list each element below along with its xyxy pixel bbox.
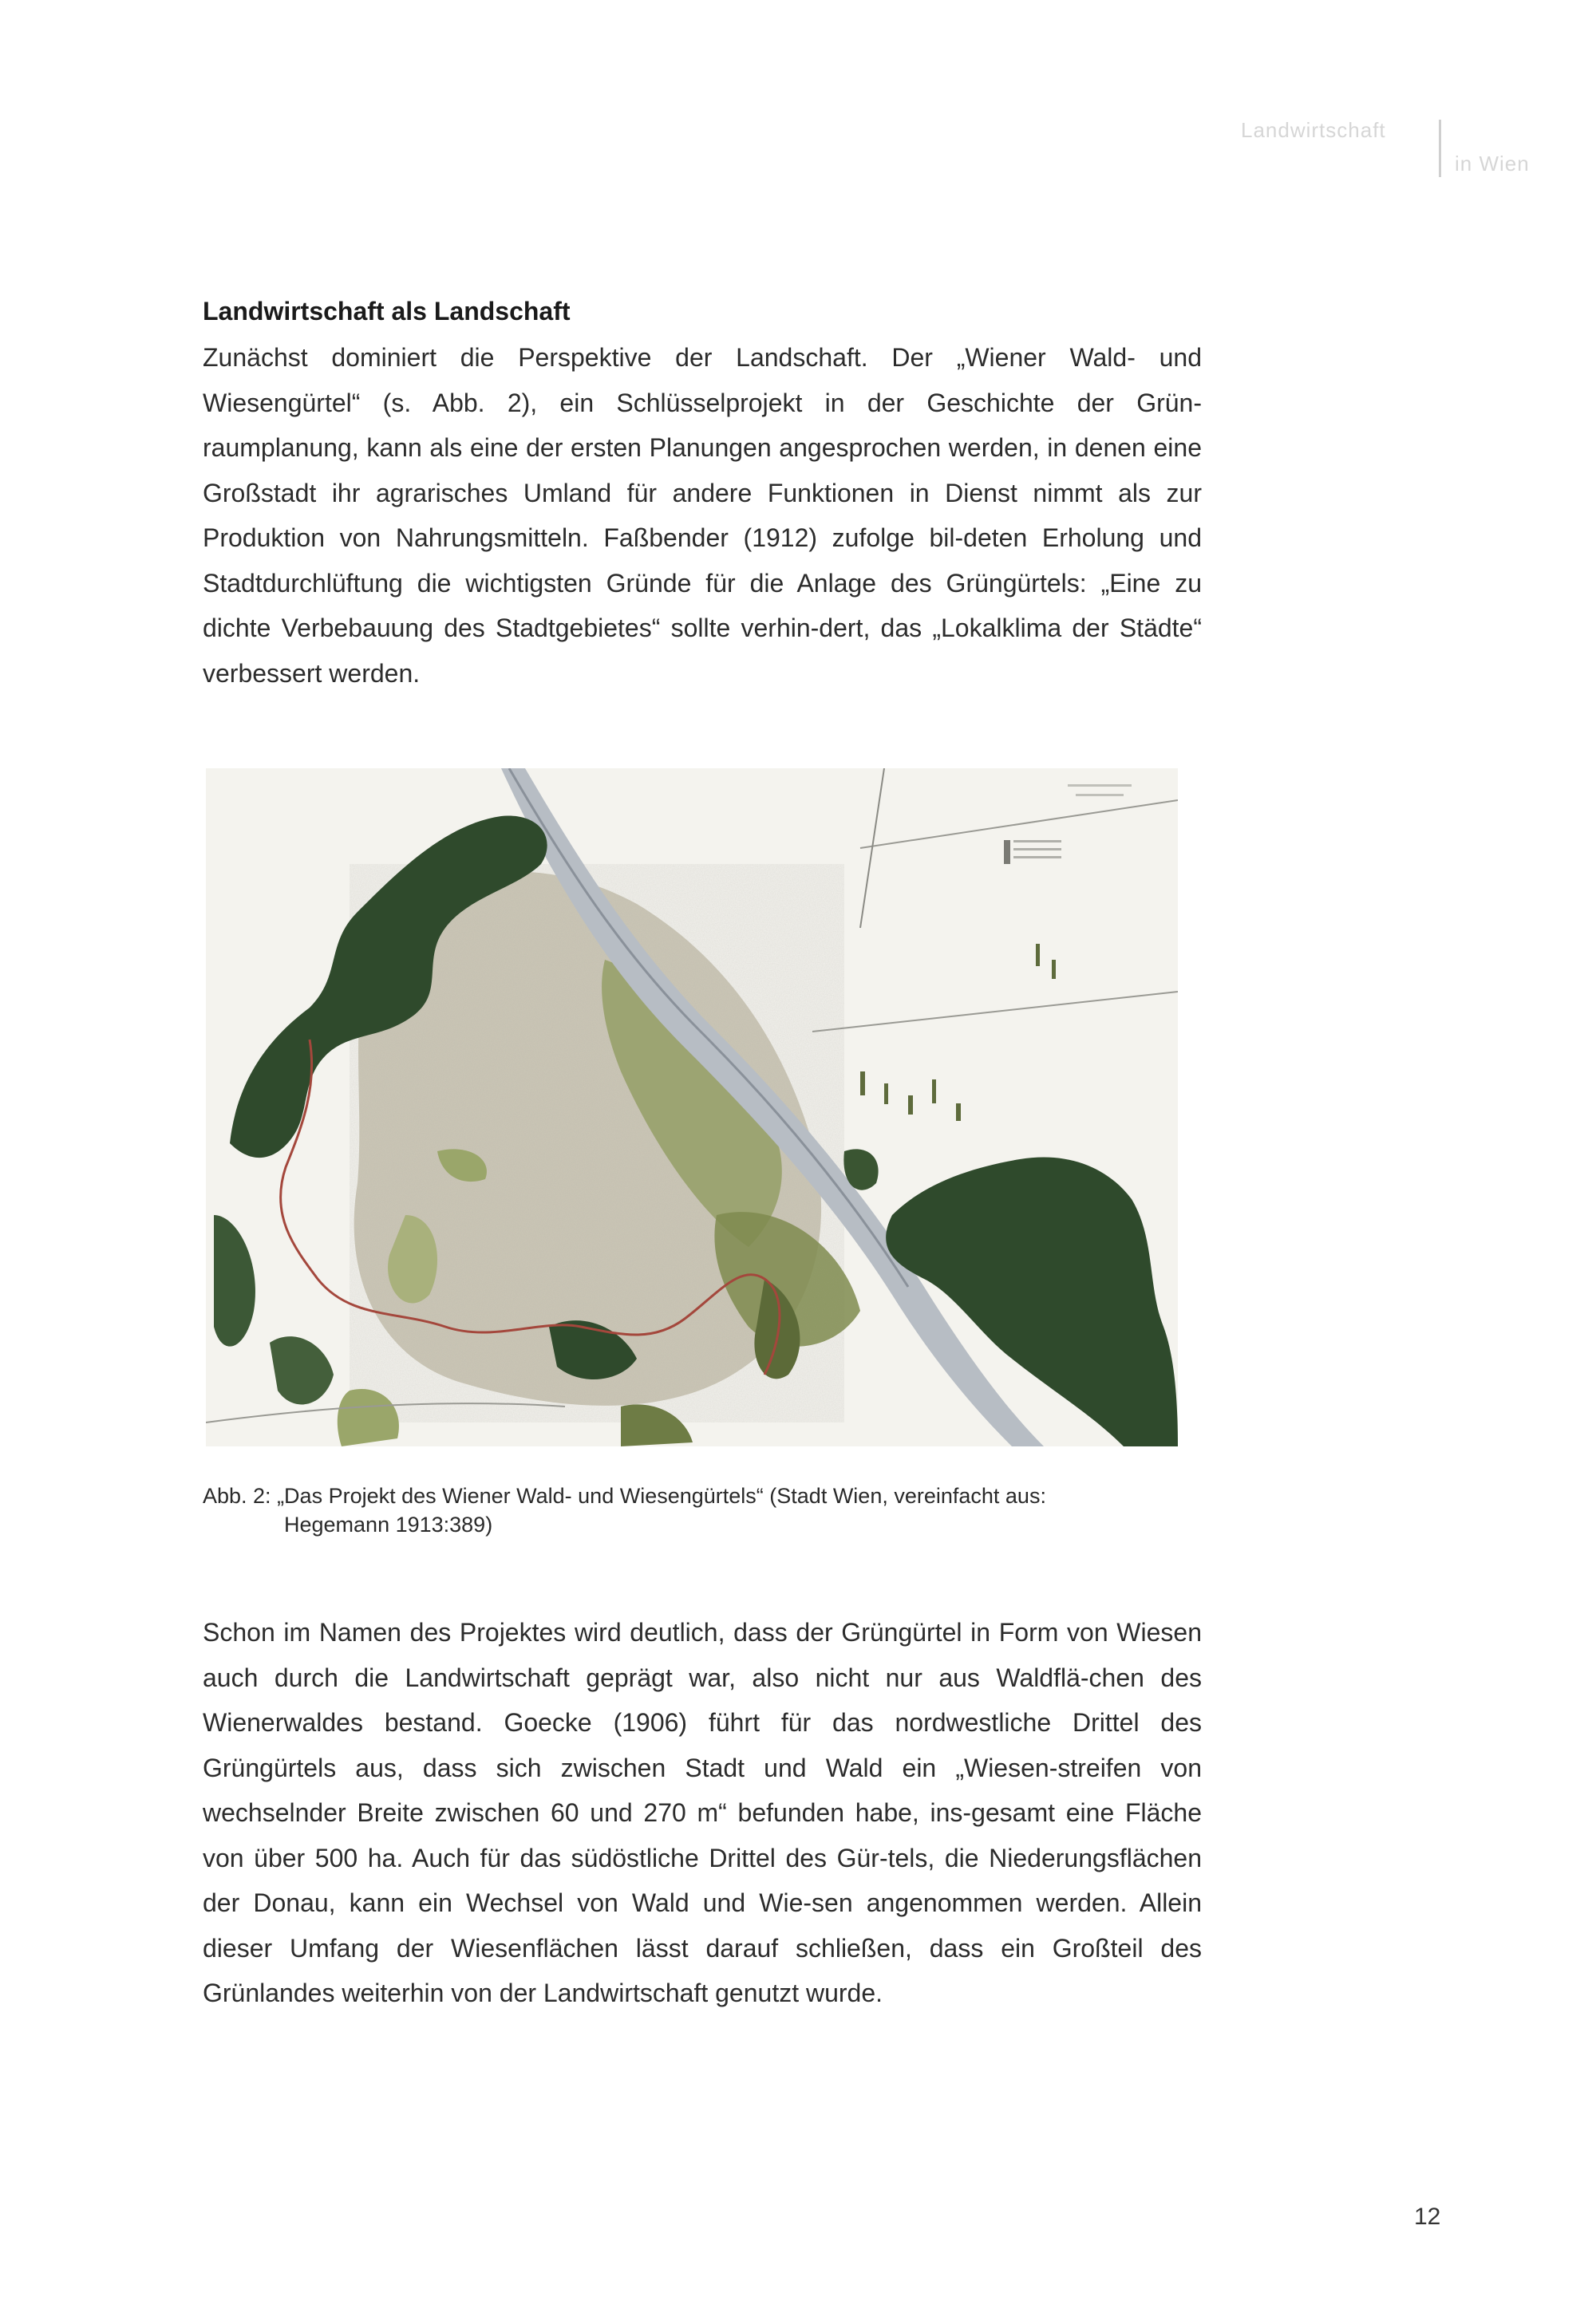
body-paragraph-1: Zunächst dominiert die Perspektive der Landschaft. Der „Wiener Wald- und Wiesengürtel“ (s. Abb. 2), ein Schlüsselprojekt in der Geschichte der Grün-raumplanung, kann als eine der ersten Planungen angesprochen werden, in denen eine Großstadt ihr agrarisches Umland für andere Funktionen in Dienst nimmt als zur Produktion von Nahrungsmitteln. Faßbender (1912) zufolge bil-deten Erholung und Stadtdurchlüftung die wichtigsten Gründe für die Anlage des Grüngürtels: „Eine zu dichte Verbebauung des Stadtgebietes“ sollte verhin-dert, das „Lokalklima der Städte“ verbessert werden. <box>203 343 1202 688</box>
figure-caption <box>203 1482 1208 1539</box>
figure-map-wald-wiesenguertel <box>206 768 1178 1446</box>
figure-caption-line-1: Abb. 2: „Das Projekt des Wiener Wald- und Wiesengürtels“ (Stadt Wien, vereinfacht aus: <box>203 1484 1046 1508</box>
section-heading: Landwirtschaft als Landschaft <box>203 297 571 326</box>
running-header <box>1241 112 1544 183</box>
running-header-subtitle: in Wien <box>1455 152 1530 176</box>
page-number: 12 <box>1414 2204 1441 2230</box>
figure-caption-line-2: Hegemann 1913:389) <box>284 1513 493 1537</box>
map-illustration <box>206 768 1178 1446</box>
running-header-separator <box>1439 120 1441 177</box>
body-paragraph-2: Schon im Namen des Projektes wird deutlich, dass der Grüngürtel in Form von Wiesen auch durch die Landwirtschaft geprägt war, also nicht nur aus Waldflä-chen des Wienerwaldes bestand. Goecke (1906) führt für das nordwestliche Drittel des Grüngürtels aus, dass sich zwischen Stadt und Wald ein „Wiesen-streifen von wechselnder Breite zwischen 60 und 270 m“ befunden habe, ins-gesamt eine Fläche von über 500 ha. Auch für das südöstliche Drittel des Gür-tels, die Niederungsflächen der Donau, kann ein Wechsel von Wald und Wie-sen angenommen werden. Allein dieser Umfang der Wiesenflächen lässt darauf schließen, dass ein Großteil des Grünlandes weiterhin von der Landwirtschaft genutzt wurde. <box>203 1618 1202 2007</box>
running-header-title: Landwirtschaft <box>1241 118 1386 142</box>
